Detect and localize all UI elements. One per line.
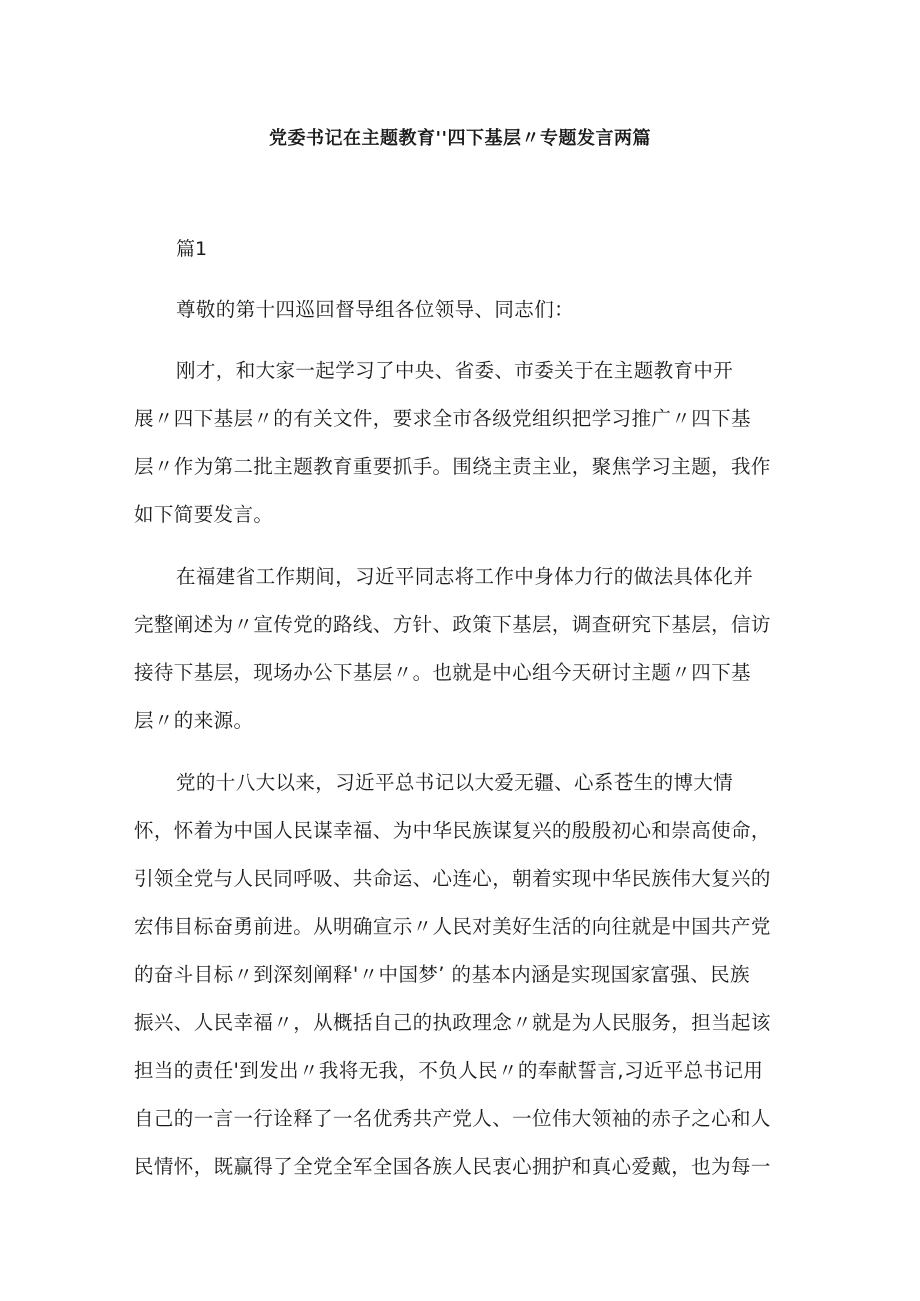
paragraph-line: 振兴、人民幸福〃，从概括自己的执政理念〃就是为人民服务，担当起该 (134, 1011, 771, 1034)
paragraph-line: 民情怀，既赢得了全党全军全国各族人民衷心拥护和真心爱戴，也为每一 (134, 1155, 771, 1178)
paragraph-line: 党的十八大以来，习近平总书记以大爱无疆、心系苍生的博大情 (176, 771, 734, 794)
salutation: 尊敬的第十四巡回督导组各位领导、同志们： (176, 298, 575, 321)
paragraph-line: 引领全党与人民同呼吸、共命运、心连心，朝着实现中华民族伟大复兴的 (134, 867, 771, 890)
document-title: 党委书记在主题教育''四下基层〃专题发言两篇 (268, 128, 652, 149)
paragraph-line: 在福建省工作期间，习近平同志将工作中身体力行的做法具体化并 (176, 565, 754, 588)
paragraph-line: 怀，怀着为中国人民谋幸福、为中华民族谋复兴的殷殷初心和崇高使命， (134, 819, 771, 842)
paragraph-line: 如下简要发言。 (134, 503, 274, 526)
paragraph-line: 层〃作为第二批主题教育重要抓手。围绕主责主业，聚焦学习主题，我作 (134, 455, 771, 478)
paragraph-line: 接待下基层，现场办公下基层〃。也就是中心组今天研讨主题〃四下基 (134, 661, 751, 684)
paragraph-line: 自己的一言一行诠释了一名优秀共产党人、一位伟大领袖的赤子之心和人 (134, 1107, 771, 1130)
paragraph-line: 完整阐述为〃宣传党的路线、方针、政策下基层，调查研究下基层，信访 (134, 613, 771, 636)
paragraph-line: 展〃四下基层〃的有关文件，要求全市各级党组织把学习推广〃四下基 (134, 407, 751, 430)
section-label: 篇1 (176, 238, 208, 260)
paragraph-line: 担当的责任'到发出〃我将无我，不负人民〃的奉献誓言,习近平总书记用 (134, 1059, 764, 1082)
paragraph-line: 刚才，和大家一起学习了中央、省委、市委关于在主题教育中开 (176, 359, 734, 382)
paragraph-line: 宏伟目标奋勇前进。从明确宣示〃人民对美好生活的向往就是中国共产党 (134, 915, 771, 938)
paragraph-line: 的奋斗目标〃到深刻阐释'〃中国梦’ 的基本内涵是实现国家富强、民族 (134, 963, 750, 986)
paragraph-line: 层〃的来源。 (134, 709, 254, 732)
